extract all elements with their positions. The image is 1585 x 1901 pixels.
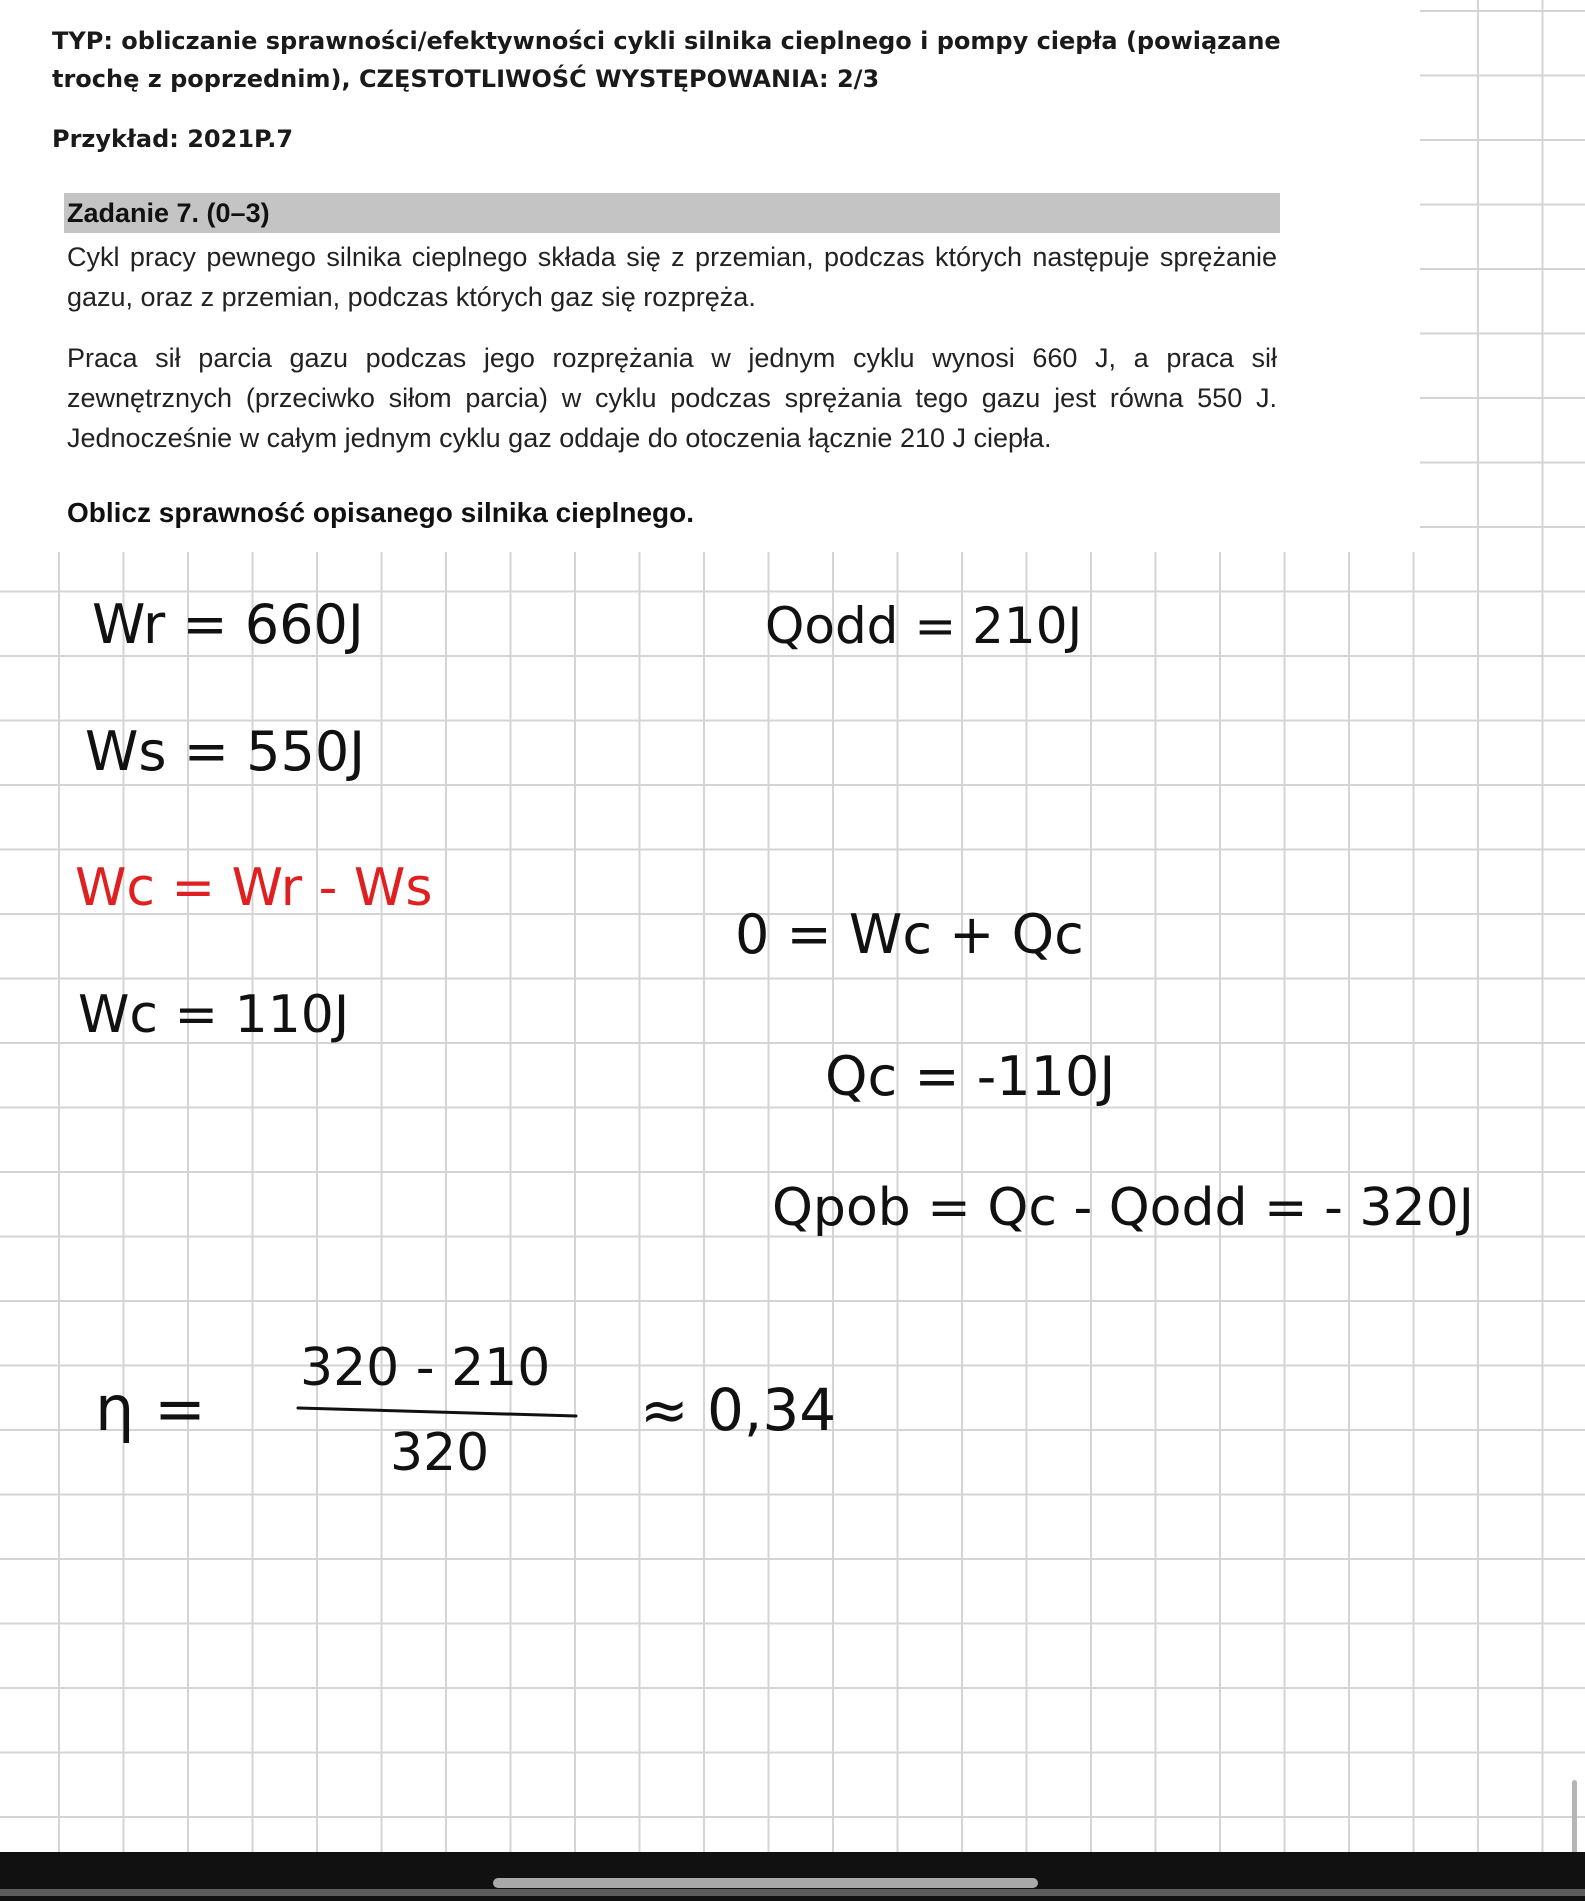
handwritten-energy-balance: 0 = Wc + Qc	[735, 903, 1084, 966]
system-bottom-bar	[0, 1852, 1585, 1901]
handwritten-wc-value: Wc = 110J	[78, 985, 350, 1045]
task-header-title: Zadanie 7. (0–3)	[67, 198, 270, 228]
handwritten-qodd: Qodd = 210J	[765, 597, 1083, 655]
task-paragraph-1: Cykl pracy pewnego silnika cieplnego składa się z przemian, podczas których następuje sprężanie gazu, oraz z przemian, podczas których gaz się rozpręża.	[67, 242, 1277, 312]
handwritten-fraction-denominator: 320	[390, 1423, 490, 1483]
home-indicator[interactable]	[493, 1878, 1038, 1888]
handwritten-wc-formula: Wc = Wr - Ws	[75, 858, 433, 918]
handwritten-wr: Wr = 660J	[92, 593, 364, 656]
handwritten-result: ≈ 0,34	[640, 1376, 837, 1444]
handwritten-qc: Qc = -110J	[825, 1045, 1116, 1108]
example-reference: Przykład: 2021P.7	[52, 125, 294, 153]
handwritten-efficiency-symbol: η =	[95, 1372, 206, 1445]
handwritten-ws: Ws = 550J	[85, 720, 366, 783]
fraction-bar	[298, 1408, 576, 1416]
horizontal-scroll-track[interactable]	[0, 1889, 1585, 1896]
handwritten-fraction-numerator: 320 - 210	[300, 1338, 551, 1398]
document-title: TYP: obliczanie sprawności/efektywności cykli silnika cieplnego i pompy ciepła (powiązane trochę z poprzednim), CZĘSTOTLIWOŚĆ WYSTĘPOWANIA: 2/3	[52, 27, 1281, 93]
task-paragraph-2: Praca sił parcia gazu podczas jego rozprężania w jednym cyklu wynosi 660 J, a praca sił zewnętrznych (przeciwko siłom parcia) w cyklu podczas sprężania tego gazu jest równa 550 J. Jednocześnie w całym jednym cyklu gaz oddaje do otoczenia łącznie 210 J ciepła.	[67, 343, 1277, 453]
task-instruction: Oblicz sprawność opisanego silnika cieplnego.	[67, 497, 695, 528]
handwritten-qpob: Qpob = Qc - Qodd = - 320J	[772, 1178, 1474, 1238]
